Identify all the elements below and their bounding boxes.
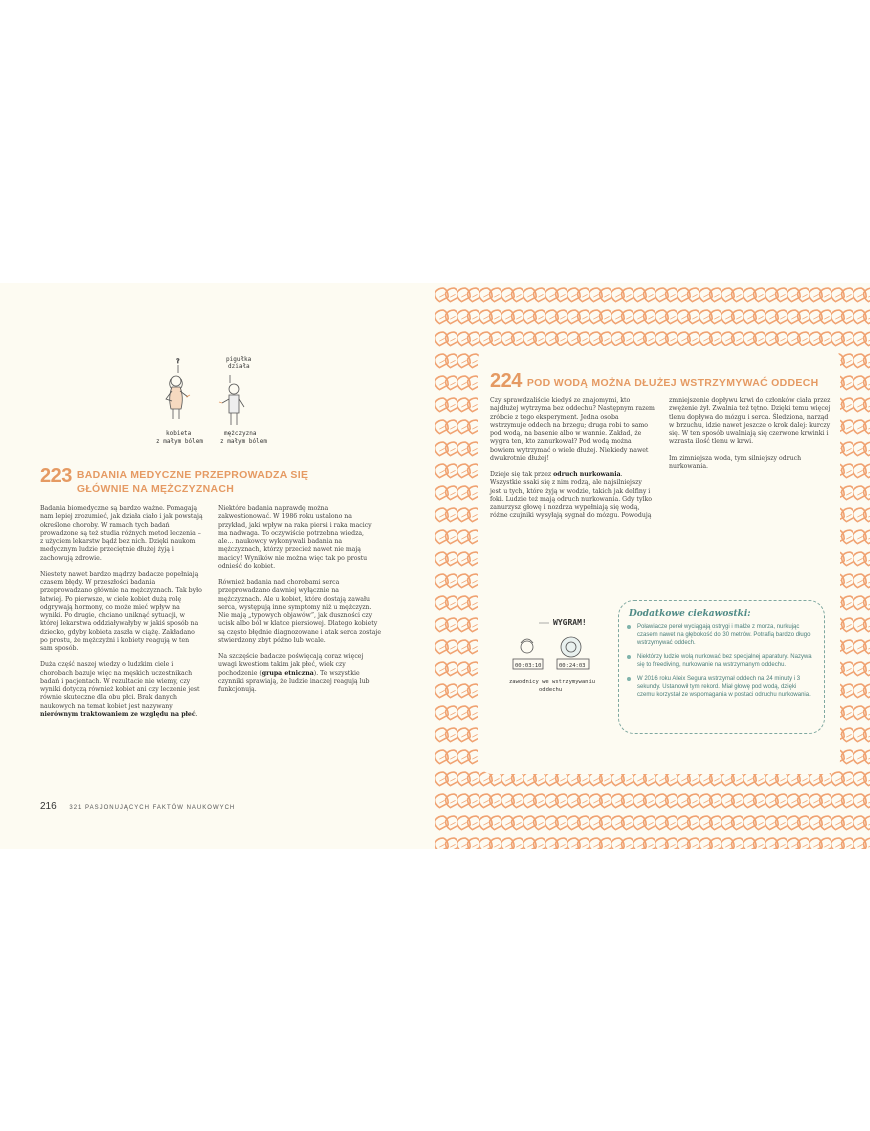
list-item: Poławiacze pereł wyciągają ostrygi i małże z morza, nurkując czasem nawet na głębokość do 30 metrów. Potrafią bardzo długo wstrzymywać oddech. (627, 623, 815, 647)
timer-left: 00:03:10 (515, 663, 542, 669)
left-page (0, 283, 435, 849)
bold-term: grupa etniczna (261, 669, 314, 677)
breath-holders-illustration (497, 613, 637, 703)
paragraph: Czy sprawdzaliście kiedyś ze znajomymi, kto najdłużej wytrzyma bez oddechu? Następnym razem zróbcie z tego eksperyment. Jedna osoba wstrzymuje oddech na brzegu; druga robi to samo pod wodą, na basenie albo w wannie. Zakład, że wygra ten, kto zanurkował? Pod wodą można bowiem wytrzymać o wiele dłużej. Niekiedy nawet dwukrotnie dłużej! (490, 397, 655, 462)
pill-label-line1: pigułka (226, 356, 252, 363)
bold-term: nierównym traktowaniem ze względu na płeć (40, 710, 196, 718)
paragraph: Na szczęście badacze poświęcają coraz więcej uwagi kwestiom takim jak płeć, wiek czy pochodzenie (grupa etniczna). Te wszystkie czynniki sprawiają, że ludzie inaczej reagują lub funkcjonują. (218, 653, 370, 693)
woman-caption-line1: kobieta (166, 430, 192, 437)
book-title: 321 PASJONUJĄCYCH FAKTÓW NAUKOWYCH (69, 805, 236, 811)
shout-text: WYGRAM! (553, 618, 587, 627)
page-number: 216 (40, 801, 57, 812)
extras-list (627, 623, 815, 705)
woman-figure (166, 358, 190, 419)
paragraph: Również badania nad chorobami serca przeprowadzano dawniej wyłącznie na mężczyznach. Ale u kobiet, które dostają zawału serca, występują inne symptomy niż u mężczyzn. Nie mają „typowych objawów”, jak duszności czy ucisk albo ból w klatce piersiowej. Dlatego kobiety są często błędnie diagnozowane i atak serca zostaje stwierdzony zbyt późno lub wcale. (218, 579, 381, 644)
fact-title: POD WODĄ MOŻNA DŁUŻEJ WSTRZYMYWAĆ ODDECH (526, 377, 819, 389)
timer-right: 00:24:03 (559, 663, 586, 669)
page-footer (40, 801, 235, 812)
paragraph: Im zimniejsza woda, tym silniejszy odruch nurkowania. (669, 454, 802, 470)
right-page (435, 283, 870, 849)
fact-number: 223 (40, 465, 72, 487)
man-figure (219, 375, 244, 425)
woman-caption-line2: z małym bólem (156, 438, 203, 445)
man-caption-line2: z małym bólem (220, 438, 267, 445)
man-caption-line1: mężczyzna (224, 430, 257, 437)
right-column-1 (490, 397, 655, 529)
list-item: W 2016 roku Aleix Segura wstrzymał oddech na 24 minuty i 3 sekundy. Ustanowił tym rekord. Miał głowę pod wodą, dzięki czemu korzystał ze wspomagania w postaci odruchu nurkowania. (627, 675, 815, 699)
book-spread (0, 283, 870, 849)
bold-term: odruch nurkowania (553, 471, 621, 478)
paragraph: zmniejszenie dopływu krwi do członków ciała przez zwężenie żył. Zwalnia też tętno. Dzięki temu więcej tlenu dopływa do mózgu i serca. Śledziona, narząd w brzuchu, idzie nawet jeszcze o krok dalej: kurczy się. W ten sposób uwalniają się czerwone krwinki i wzrasta ilość tlenu w krwi. (669, 397, 831, 446)
woman-man-pain-illustration (150, 355, 290, 455)
paragraph: Duża część naszej wiedzy o ludzkim ciele i chorobach bazuje więc na męskich uczestnikach badań i pacjentach. W rezultacie nie wiemy, czy wyniki dotyczą również kobiet ani czy leczenie jest równie skuteczne dla obu płci. Brak danych naukowych na temat kobiet jest nazywany nierównym traktowaniem ze względu na płeć. (40, 661, 200, 718)
fact-223-heading (40, 466, 340, 496)
fact-224-heading (490, 371, 830, 391)
question-mark-label: ? (176, 358, 180, 365)
right-column-2 (669, 397, 832, 479)
paragraph: Niektóre badania naprawdę można zakwestionować. W 1986 roku ustalono na przykład, jaki wpływ na raka piersi i raka macicy ma nadwaga. To oczywiście potrzebna wiedza, ale… naukowcy wykonywali badania na mężczyznach, którzy przecież nawet nie mają macicy! Wyników nie można więc tak po prostu odnieść do kobiet. (218, 505, 372, 570)
caption-line2: oddechu (539, 687, 563, 693)
caption-line1: zawodnicy we wstrzymywaniu (509, 679, 596, 685)
fact-number: 224 (490, 370, 522, 392)
pill-label-line2: działa (228, 363, 250, 370)
list-item: Niektórzy ludzie wolą nurkować bez specjalnej aparatury. Nazywa się to freediving, nurkowanie na wstrzymanym oddechu. (627, 653, 815, 669)
extras-title: Dodatkowe ciekawostki: (629, 609, 751, 619)
paragraph: Badania biomedyczne są bardzo ważne. Pomagają nam lepiej zrozumieć, jak działa ciało i jak powstają określone choroby. W ramach tych badań prowadzone są też studia różnych metod leczenia – z użyciem lekarstw bądź bez nich. Dzięki naukom medycznym ludzie przeciętnie dłużej żyją i zachowują zdrowie. (40, 505, 203, 562)
paragraph: Niestety nawet bardzo mądrzy badacze popełniają czasem błędy. W przeszłości badania przeprowadzano głównie na mężczyznach. Tak było łatwiej. Po pierwsze, w ciele kobiet dużą rolę odgrywają hormony, co może mieć wpływ na wyniki. Po drugie, chciano uniknąć sytuacji, w której lekarstwa oddziaływałyby w jakiś sposób na dziecko, gdyby kobieta zaszła w ciążę. Zakładano po prostu, że mężczyźni i kobiety reagują w ten sam sposób. (40, 570, 202, 652)
extra-facts-box (618, 600, 825, 734)
left-column-2 (218, 505, 381, 702)
paragraph: Dzieje się tak przez odruch nurkowania. Wszystkie ssaki się z nim rodzą, ale najsilniejszy jest u tych, które żyją w wodzie, takich jak delfiny i foki. Ludzie też mają odruch nurkowania. Gdy tylko zanurzysz głowę i nozdrza wypełniają się wodą, różne czujniki wysyłają sygnał do mózgu. Powodują (490, 471, 652, 520)
left-column-1 (40, 505, 203, 727)
fact-title: BADANIA MEDYCZNE PRZEPROWADZA SIĘ GŁÓWNIE NA MĘŻCZYZNACH (76, 469, 309, 495)
